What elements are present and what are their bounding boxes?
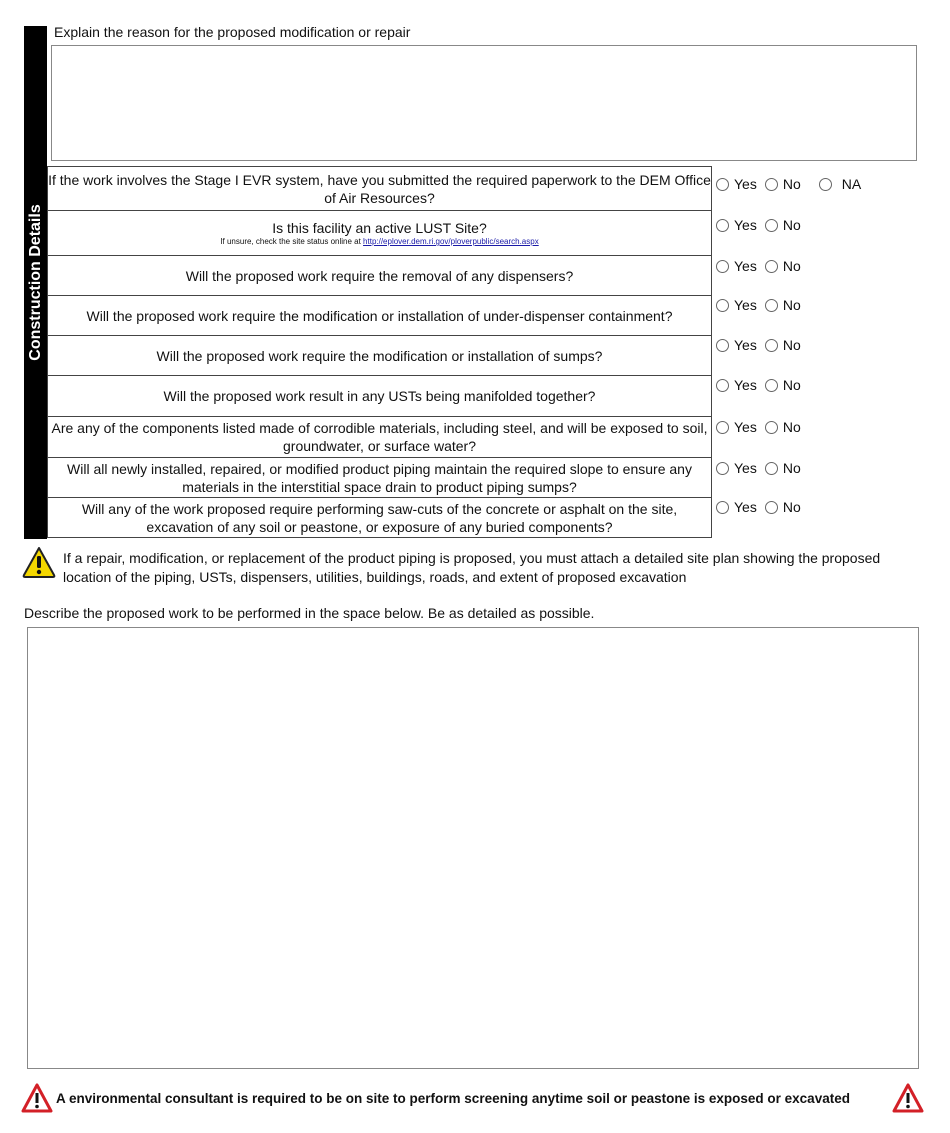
radio-label: NA: [841, 176, 862, 192]
radio-yes[interactable]: [716, 217, 757, 233]
table-row: [48, 256, 712, 296]
radio-label: Yes: [734, 460, 757, 476]
radio-group: [716, 297, 809, 313]
radio-yes[interactable]: [716, 297, 757, 313]
radio-label: Yes: [734, 258, 757, 274]
radio-group: [716, 499, 809, 515]
site-status-link[interactable]: http://eplover.dem.ri.gov/ploverpublic/search.aspx: [363, 237, 539, 246]
radio-input[interactable]: [716, 421, 729, 434]
alert-triangle-icon: [21, 1083, 53, 1113]
radio-label: No: [782, 258, 801, 274]
radio-yes[interactable]: [716, 499, 757, 515]
radio-group: [716, 377, 809, 393]
radio-label: No: [782, 297, 801, 313]
radio-no[interactable]: [765, 337, 801, 353]
question-text: Will the proposed work result in any USTs being manifolded together?: [48, 376, 712, 417]
question-main: Is this facility an active LUST Site?: [272, 220, 487, 236]
radio-no[interactable]: [765, 419, 801, 435]
question-text: Will the proposed work require the modification or installation of sumps?: [48, 336, 712, 376]
table-row: [48, 376, 712, 417]
radio-input[interactable]: [765, 299, 778, 312]
radio-label: No: [782, 460, 801, 476]
radio-no[interactable]: [765, 297, 801, 313]
radio-label: No: [782, 337, 801, 353]
radio-label: No: [782, 419, 801, 435]
piping-warning-text: If a repair, modification, or replacement of the product piping is proposed, you must attach a detailed site plan showing the proposed location of the piping, USTs, dispensers, utilities, buildings, roads, and extent of proposed excavation: [63, 550, 881, 585]
radio-label: Yes: [734, 176, 757, 192]
question-subtext: [48, 237, 711, 247]
reason-input[interactable]: [51, 45, 917, 161]
table-row: [48, 458, 712, 498]
radio-group: [716, 419, 809, 435]
radio-input[interactable]: [765, 339, 778, 352]
radio-input[interactable]: [765, 219, 778, 232]
radio-input[interactable]: [765, 501, 778, 514]
radio-group: [716, 217, 809, 233]
radio-yes[interactable]: [716, 377, 757, 393]
consultant-notice: A environmental consultant is required to be on site to perform screening anytime soil or peastone is exposed or excavated: [56, 1091, 850, 1106]
radio-label: Yes: [734, 337, 757, 353]
radio-label: Yes: [734, 297, 757, 313]
radio-yes[interactable]: [716, 419, 757, 435]
radio-label: No: [782, 377, 801, 393]
radio-label: No: [782, 217, 801, 233]
question-text: Are any of the components listed made of corrodible materials, including steel, and will be exposed to soil, groundwater, or surface water?: [48, 417, 712, 458]
question-text: Will the proposed work require the modification or installation of under-dispenser containment?: [48, 296, 712, 336]
radio-yes[interactable]: [716, 258, 757, 274]
questions-table: [47, 166, 712, 538]
radio-input[interactable]: [716, 219, 729, 232]
radio-no[interactable]: [765, 217, 801, 233]
radio-input[interactable]: [765, 178, 778, 191]
warning-icon: [22, 546, 56, 578]
question-text: Will the proposed work require the removal of any dispensers?: [48, 256, 712, 296]
radio-label: Yes: [734, 499, 757, 515]
radio-input[interactable]: [716, 462, 729, 475]
table-row: [48, 498, 712, 538]
radio-group: [716, 258, 809, 274]
radio-no[interactable]: [765, 176, 801, 192]
table-row: [48, 296, 712, 336]
radio-input[interactable]: [765, 260, 778, 273]
section-title: Construction Details: [27, 204, 44, 361]
radio-no[interactable]: [765, 499, 801, 515]
radio-yes[interactable]: [716, 176, 757, 192]
radio-input[interactable]: [765, 379, 778, 392]
radio-yes[interactable]: [716, 460, 757, 476]
table-row: [48, 417, 712, 458]
radio-input[interactable]: [765, 462, 778, 475]
radio-input[interactable]: [716, 260, 729, 273]
table-row: [48, 167, 712, 211]
radio-input[interactable]: [716, 299, 729, 312]
radio-input[interactable]: [716, 501, 729, 514]
radio-input[interactable]: [716, 379, 729, 392]
table-row: [48, 336, 712, 376]
radio-input[interactable]: [765, 421, 778, 434]
describe-input[interactable]: [27, 627, 919, 1069]
radio-label: Yes: [734, 377, 757, 393]
question-text: [48, 211, 712, 256]
radio-input[interactable]: [819, 178, 832, 191]
radio-input[interactable]: [716, 339, 729, 352]
question-text: Will any of the work proposed require performing saw-cuts of the concrete or asphalt on the site, excavation of any soil or peastone, or exposure of any buried components?: [48, 498, 712, 538]
subtext-prefix: If unsure, check the site status online at: [220, 237, 364, 246]
radio-label: Yes: [734, 217, 757, 233]
radio-group: [716, 460, 809, 476]
radio-label: Yes: [734, 419, 757, 435]
radio-no[interactable]: [765, 460, 801, 476]
radio-na[interactable]: [819, 176, 861, 192]
radio-group: [716, 176, 869, 192]
radio-label: No: [782, 176, 801, 192]
table-row: [48, 211, 712, 256]
radio-group: [716, 337, 809, 353]
alert-triangle-icon: [892, 1083, 924, 1113]
describe-label: Describe the proposed work to be performed in the space below. Be as detailed as possible.: [24, 605, 595, 621]
radio-input[interactable]: [716, 178, 729, 191]
section-sidebar: [24, 26, 47, 539]
radio-yes[interactable]: [716, 337, 757, 353]
radio-no[interactable]: [765, 377, 801, 393]
question-text: Will all newly installed, repaired, or modified product piping maintain the required slope to ensure any materials in the interstitial space drain to product piping sumps?: [48, 458, 712, 498]
question-text: If the work involves the Stage I EVR system, have you submitted the required paperwork to the DEM Office of Air Resources?: [48, 167, 712, 211]
reason-label: Explain the reason for the proposed modification or repair: [54, 24, 411, 40]
radio-label: No: [782, 499, 801, 515]
radio-no[interactable]: [765, 258, 801, 274]
